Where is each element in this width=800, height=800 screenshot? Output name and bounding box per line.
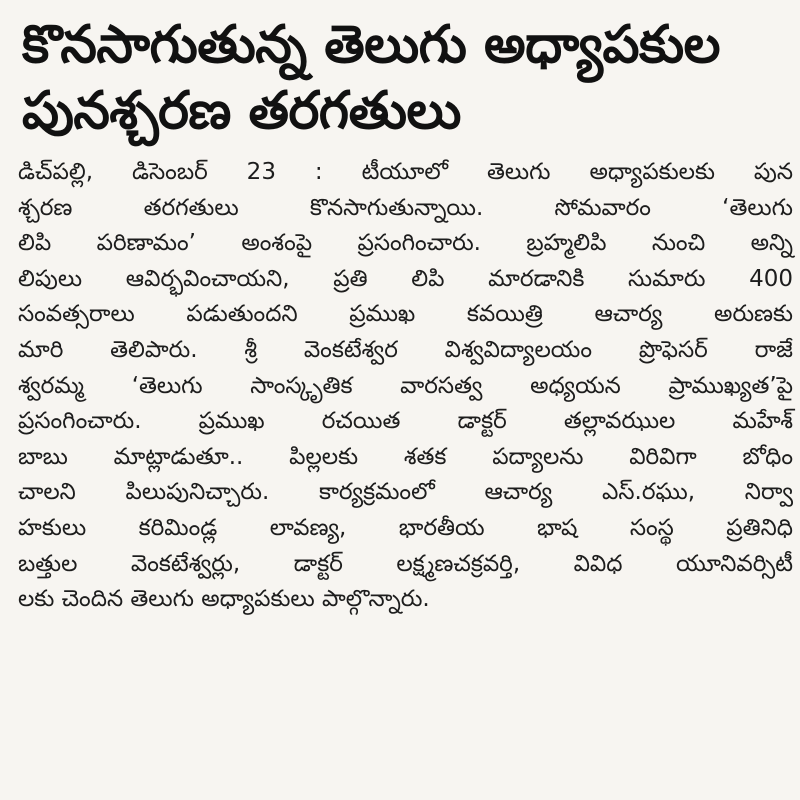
body-line: బాబు మాట్లాడుతూ.. పిల్లలకు శతక పద్యాలను విరివిగా బోధిం xyxy=(18,443,793,470)
headline-line-1: కొనసాగుతున్న తెలుగు అధ్యాపకుల xyxy=(22,15,720,75)
headline-line-2: పునశ్చరణ తరగతులు xyxy=(22,81,461,141)
body-line: ప్రసంగించారు. ప్రముఖ రచయిత డాక్టర్ తల్లావఝుల మహేశ్ xyxy=(18,408,793,435)
body-line: మారి తెలిపారు. శ్రీ వెంకటేశ్వర విశ్వవిద్యాలయం ప్రొఫెసర్ రాజే xyxy=(18,336,793,363)
article-body xyxy=(18,155,793,618)
body-line: లిపులు ఆవిర్భవించాయని, ప్రతి లిపి మారడానికి సుమారు 400 xyxy=(18,265,793,292)
body-line: హకులు కరిమిండ్ల లావణ్య, భారతీయ భాష సంస్థ ప్రతినిధి xyxy=(18,514,793,541)
body-line: లకు చెందిన తెలుగు అధ్యాపకులు పాల్గొన్నారు. xyxy=(18,586,430,613)
body-line: చాలని పిలుపునిచ్చారు. కార్యక్రమంలో ఆచార్య ఎస్.రఘు, నిర్వా xyxy=(18,479,793,506)
body-line: డిచ్‌పల్లి, డిసెంబర్ 23 : టీయూలో తెలుగు అధ్యాపకులకు పున xyxy=(18,159,793,185)
body-line: శ్వరమ్మ ‘తెలుగు సాంస్కృతిక వారసత్వ అధ్యయన ప్రాముఖ్యత’పై xyxy=(18,372,793,399)
body-line: శ్చరణ తరగతులు కొనసాగుతున్నాయి. సోమవారం ‘తెలుగు xyxy=(18,194,793,221)
body-line: సంవత్సరాలు పడుతుందని ప్రముఖ కవయిత్రి ఆచార్య అరుణకు xyxy=(18,301,793,328)
article-headline xyxy=(22,12,792,144)
body-line: బత్తుల వెంకటేశ్వర్లు, డాక్టర్ లక్ష్మణచక్రవర్తి, వివిధ యూనివర్సిటీ xyxy=(18,550,793,577)
body-line: లిపి పరిణామం’ అంశంపై ప్రసంగించారు. బ్రహ్మలిపి నుంచి అన్ని xyxy=(18,230,793,257)
